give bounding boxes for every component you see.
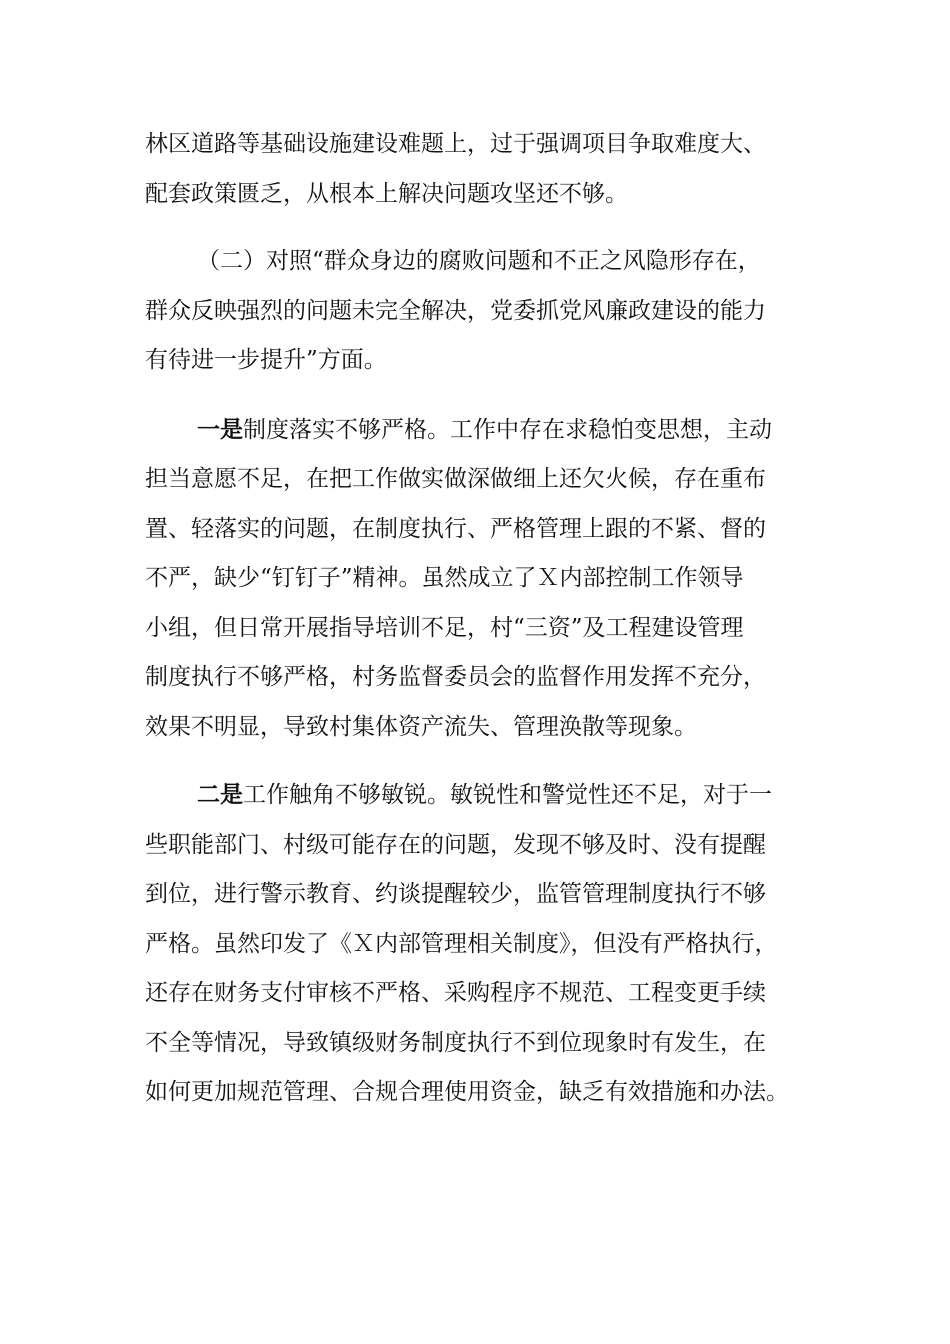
paragraph-1 — [145, 120, 835, 219]
text-line: 配套政策匮乏，从根本上解决问题攻坚还不够。 — [145, 180, 628, 207]
text-line: 群众反映强烈的问题未完全解决，党委抓党风廉政建设的能力 — [145, 297, 766, 324]
text-line: 效果不明显，导致村集体资产流失、管理涣散等现象。 — [145, 713, 697, 740]
paragraph-2-section-heading — [145, 237, 835, 386]
text-line: （二）对照“群众身边的腐败问题和不正之风隐形存在， — [197, 248, 761, 274]
text-line: 担当意愿不足，在把工作做实做深做细上还欠火候，存在重布 — [145, 466, 766, 492]
text-line: 如何更加规范管理、合规合理使用资金，缺乏有效措施和办法。 — [145, 1079, 789, 1105]
lead-text: 工作触角不够敏锐。敏锐性和警觉性还不足，对于一 — [243, 782, 772, 808]
document-page — [145, 120, 835, 1118]
text-line: 不全等情况，导致镇级财务制度执行不到位现象时有发生，在 — [145, 1029, 766, 1056]
text-line: 些职能部门、村级可能存在的问题，发现不够及时、没有提醒 — [145, 831, 766, 858]
text-line: 有待进一步提升”方面。 — [145, 347, 387, 373]
lead-label: 二是 — [197, 782, 243, 808]
lead-label: 一是 — [197, 416, 243, 443]
text-line: 小组，但日常开展指导培训不足，村“三资”及工程建设管理 — [145, 614, 744, 641]
text-line: 置、轻落实的问题，在制度执行、严格管理上跟的不紧、督的 — [145, 515, 766, 542]
text-line: 还存在财务支付审核不严格、采购程序不规范、工程变更手续 — [145, 980, 766, 1006]
text-line: 严格。虽然印发了《Ｘ内部管理相关制度》，但没有严格执行， — [145, 930, 778, 957]
text-line: 林区道路等基础设施建设难题上，过于强调项目争取难度大、 — [145, 131, 766, 157]
paragraph-4 — [145, 771, 835, 1118]
text-line: 不严，缺少“钉钉子”精神。虽然成立了Ｘ内部控制工作领导 — [145, 565, 744, 591]
paragraph-3 — [145, 406, 835, 753]
text-line — [145, 406, 835, 456]
text-line: 制度执行不够严格，村务监督委员会的监督作用发挥不充分， — [145, 664, 766, 690]
text-line — [145, 771, 835, 821]
text-line: 到位，进行警示教育、约谈提醒较少，监管管理制度执行不够 — [145, 881, 766, 907]
lead-text: 制度落实不够严格。工作中存在求稳怕变思想，主动 — [243, 416, 772, 443]
